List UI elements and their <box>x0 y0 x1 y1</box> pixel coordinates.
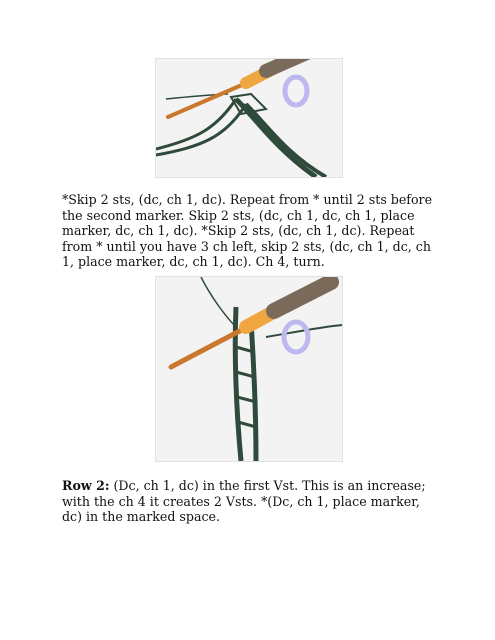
instruction-paragraph-2 <box>62 478 440 525</box>
crochet-photo-bottom <box>155 276 343 462</box>
crochet-hook-photo-2-icon <box>156 277 342 461</box>
row-label: Row 2: <box>62 478 110 493</box>
instruction-paragraph-1: *Skip 2 sts, (dc, ch 1, dc). Repeat from * until 2 sts before the second marker. Skip 2 sts, (dc, ch 1, dc, ch 1, place marker, dc, ch 1, dc). *Skip 2 sts, (dc, ch 1, dc). Repeat from * until you have 3 ch left, skip 2 sts, (dc, ch 1, dc, ch 1, place marker, dc, ch 1, dc). Ch 4, turn. <box>62 192 433 270</box>
crochet-photo-top <box>155 58 343 178</box>
crochet-hook-photo-1-icon <box>156 59 342 177</box>
row-text: (Dc, ch 1, dc) in the first Vst. This is an increase; with the ch 4 it creates 2 Vsts. *(Dc, ch 1, place marker, dc) in the marked space. <box>62 478 426 525</box>
